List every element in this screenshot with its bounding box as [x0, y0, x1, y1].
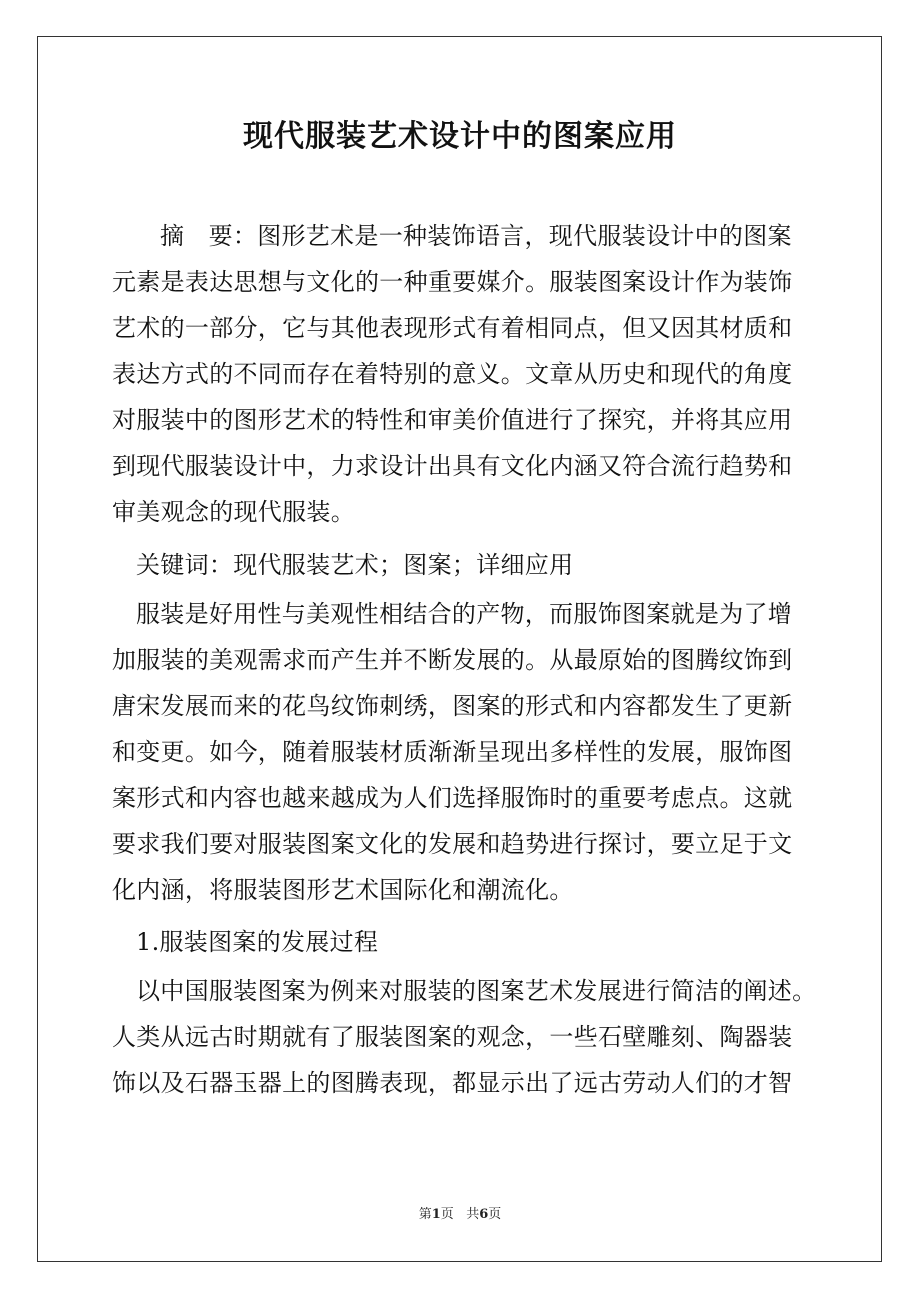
section-heading-1: 1.服装图案的发展过程 — [136, 928, 379, 956]
body-line-4: 和变更。如今，随着服装材质渐渐呈现出多样性的发展，服饰图 — [112, 738, 793, 766]
footer-page-total: 6 — [479, 1207, 489, 1222]
abstract-line-3: 艺术的一部分，它与其他表现形式有着相同点，但又因其材质和 — [112, 314, 793, 342]
body-line-6: 要求我们要对服装图案文化的发展和趋势进行探讨，要立足于文 — [112, 830, 793, 858]
abstract-line-4: 表达方式的不同而存在着特别的意义。文章从历史和现代的角度 — [112, 360, 793, 388]
body-line-5: 案形式和内容也越来越成为人们选择服饰时的重要考虑点。这就 — [112, 784, 793, 812]
footer-page-current: 1 — [431, 1207, 441, 1222]
footer-total-unit: 页 — [488, 1207, 502, 1222]
section-line-1: 以中国服装图案为例来对服装的图案艺术发展进行简洁的阐述。 — [136, 977, 817, 1005]
document-title: 现代服装艺术设计中的图案应用 — [243, 119, 677, 154]
section-line-2: 人类从远古时期就有了服装图案的观念，一些石壁雕刻、陶器装 — [112, 1023, 793, 1051]
section-line-3: 饰以及石器玉器上的图腾表现，都显示出了远古劳动人们的才智 — [112, 1069, 793, 1097]
abstract-line-5: 对服装中的图形艺术的特性和审美价值进行了探究，并将其应用 — [112, 406, 793, 434]
footer-page-prefix: 第 — [418, 1207, 432, 1222]
abstract-line-6: 到现代服装设计中，力求设计出具有文化内涵又符合流行趋势和 — [112, 452, 793, 480]
body-line-1: 服装是好用性与美观性相结合的产物，而服饰图案就是为了增 — [136, 600, 793, 628]
body-line-2: 加服装的美观需求而产生并不断发展的。从最原始的图腾纹饰到 — [112, 646, 793, 674]
footer-total-prefix: 共 — [466, 1207, 480, 1222]
abstract-line-2: 元素是表达思想与文化的一种重要媒介。服装图案设计作为装饰 — [112, 268, 793, 296]
footer-page-unit: 页 — [440, 1207, 454, 1222]
abstract-line-1: 摘 要：图形艺术是一种装饰语言，现代服装设计中的图案 — [160, 222, 792, 250]
body-line-7: 化内涵，将服装图形艺术国际化和潮流化。 — [112, 876, 574, 904]
abstract-line-7: 审美观念的现代服装。 — [112, 498, 355, 526]
body-line-3: 唐宋发展而来的花鸟纹饰刺绣，图案的形式和内容都发生了更新 — [112, 692, 793, 720]
keywords-line: 关键词：现代服装艺术；图案；详细应用 — [136, 551, 574, 579]
page-footer — [0, 1206, 920, 1224]
